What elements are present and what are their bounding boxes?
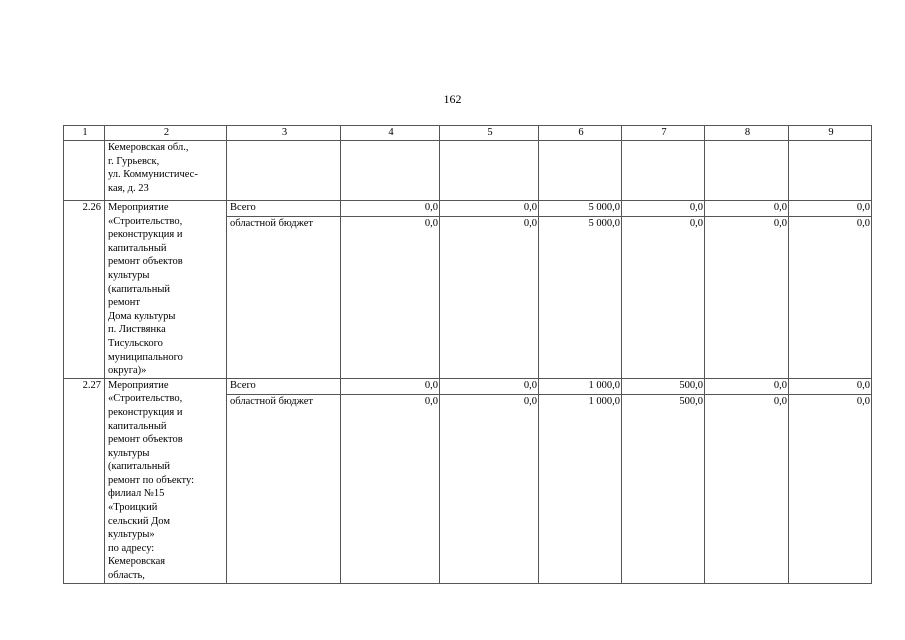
value-cell: 0,0 — [789, 217, 872, 379]
source-cell — [227, 141, 341, 201]
value-cell: 500,0 — [622, 394, 705, 583]
header-row — [64, 126, 872, 141]
source-label: Всего — [227, 378, 341, 394]
activity-name-cell: Кемеровская обл., г. Гурьевск, ул. Коммунистичес- кая, д. 23 — [105, 141, 227, 201]
value-cell: 0,0 — [705, 378, 789, 394]
header-cell: 4 — [341, 126, 440, 141]
value-cell — [705, 141, 789, 201]
source-label: областной бюджет — [227, 217, 341, 379]
value-cell: 0,0 — [341, 201, 440, 217]
header-cell: 8 — [705, 126, 789, 141]
header-cell: 7 — [622, 126, 705, 141]
value-cell: 500,0 — [622, 378, 705, 394]
value-cell — [622, 141, 705, 201]
value-cell — [539, 141, 622, 201]
table-row — [64, 201, 872, 217]
value-cell: 1 000,0 — [539, 394, 622, 583]
value-cell: 0,0 — [789, 394, 872, 583]
header-cell: 5 — [440, 126, 539, 141]
value-cell: 0,0 — [622, 217, 705, 379]
header-cell: 2 — [105, 126, 227, 141]
value-cell: 0,0 — [341, 217, 440, 379]
row-number-cell: 2.27 — [64, 378, 105, 583]
value-cell: 5 000,0 — [539, 201, 622, 217]
row-number-cell: 2.26 — [64, 201, 105, 379]
budget-table — [63, 125, 872, 584]
page-number: 162 — [443, 92, 462, 106]
value-cell: 0,0 — [440, 394, 539, 583]
row-number-cell — [64, 141, 105, 201]
value-cell: 0,0 — [622, 201, 705, 217]
value-cell: 1 000,0 — [539, 378, 622, 394]
activity-name-cell: Мероприятие «Строительство, реконструкция и капитальный ремонт объектов культуры (капитальный ремонт по объекту: филиал №15 «Троицкий сельский Дом культуры» по адресу: Кемеровская область, — [105, 378, 227, 583]
value-cell: 0,0 — [789, 378, 872, 394]
activity-name-cell: Мероприятие «Строительство, реконструкция и капитальный ремонт объектов культуры (капитальный ремонт Дома культуры п. Листвянка Тисульского муниципального округа)» — [105, 201, 227, 379]
source-label: областной бюджет — [227, 394, 341, 583]
value-cell: 0,0 — [705, 394, 789, 583]
value-cell: 0,0 — [341, 394, 440, 583]
value-cell — [789, 141, 872, 201]
value-cell: 0,0 — [341, 378, 440, 394]
table-row — [64, 141, 872, 201]
table-row — [64, 378, 872, 394]
value-cell: 0,0 — [440, 217, 539, 379]
value-cell: 0,0 — [440, 378, 539, 394]
value-cell: 0,0 — [440, 201, 539, 217]
header-cell: 6 — [539, 126, 622, 141]
value-cell — [440, 141, 539, 201]
value-cell — [341, 141, 440, 201]
value-cell: 5 000,0 — [539, 217, 622, 379]
value-cell: 0,0 — [789, 201, 872, 217]
header-cell: 9 — [789, 126, 872, 141]
header-cell: 1 — [64, 126, 105, 141]
value-cell: 0,0 — [705, 201, 789, 217]
header-cell: 3 — [227, 126, 341, 141]
value-cell: 0,0 — [705, 217, 789, 379]
source-label: Всего — [227, 201, 341, 217]
